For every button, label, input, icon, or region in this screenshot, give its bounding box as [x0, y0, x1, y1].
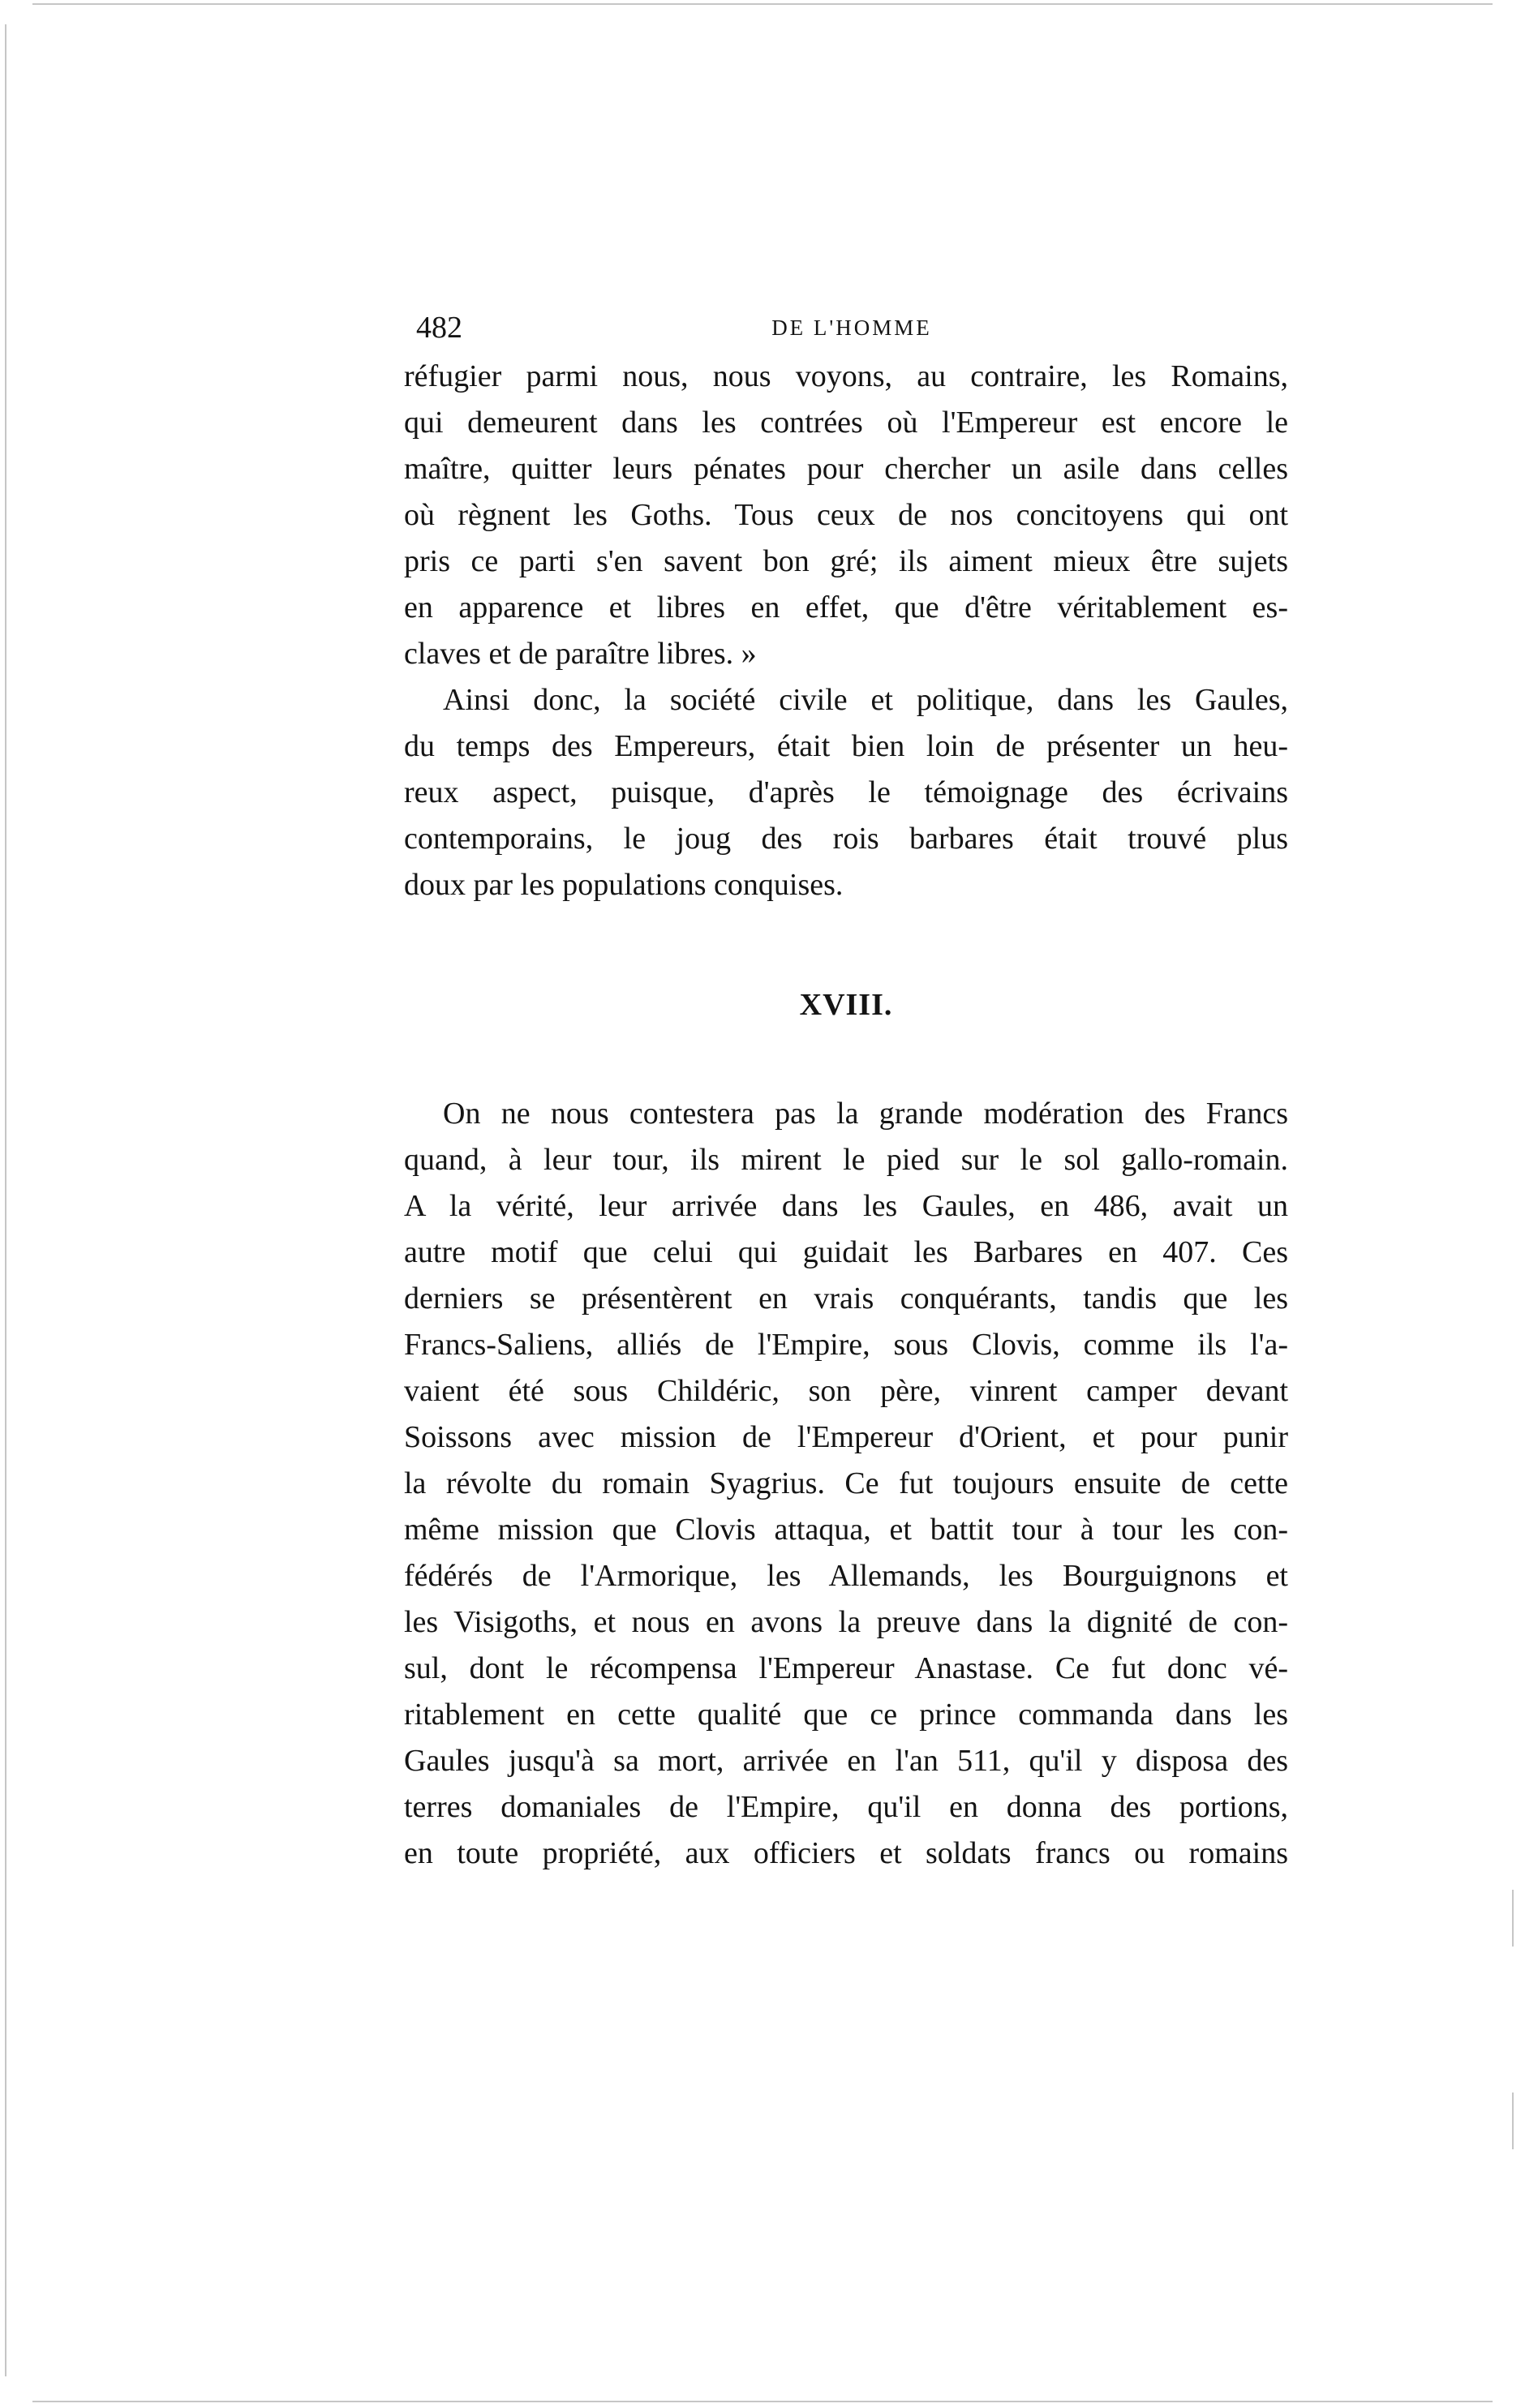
text-line: maître, quitter leurs pénates pour chercher un asile dans celles: [404, 452, 1288, 486]
text-line: On ne nous contestera pas la grande modération des Francs: [443, 1097, 1288, 1131]
text-line: où règnent les Goths. Tous ceux de nos concitoyens qui ont: [404, 498, 1288, 532]
scan-edge-bottom: [32, 2401, 1493, 2402]
text-line: contemporains, le joug des rois barbares était trouvé plus: [404, 822, 1288, 856]
text-line: autre motif que celui qui guidait les Barbares en 407. Ces: [404, 1235, 1288, 1269]
text-line: en apparence et libres en effet, que d'être véritablement es-: [404, 590, 1288, 625]
scan-edge-left: [5, 24, 6, 2376]
text-line: Ainsi donc, la société civile et politique, dans les Gaules,: [443, 683, 1288, 717]
text-line: pris ce parti s'en savent bon gré; ils aiment mieux être sujets: [404, 544, 1288, 578]
text-line: en toute propriété, aux officiers et soldats francs ou romains: [404, 1836, 1288, 1870]
page-number: 482: [416, 311, 462, 345]
text-line: les Visigoths, et nous en avons la preuve dans la dignité de con-: [404, 1605, 1288, 1639]
text-line: vaient été sous Childéric, son père, vinrent camper devant: [404, 1374, 1288, 1408]
text-line: ritablement en cette qualité que ce prince commanda dans les: [404, 1698, 1288, 1732]
scan-edge-top: [32, 3, 1493, 5]
text-line: fédérés de l'Armorique, les Allemands, les Bourguignons et: [404, 1559, 1288, 1593]
text-line: même mission que Clovis attaqua, et battit tour à tour les con-: [404, 1513, 1288, 1547]
scan-edge-right: [1512, 1890, 1514, 1947]
text-line: doux par les populations conquises.: [404, 868, 844, 902]
text-block-lower: [404, 1091, 1288, 1877]
section-heading: XVIII.: [799, 988, 893, 1022]
text-line: sul, dont le récompensa l'Empereur Anastase. Ce fut donc vé-: [404, 1651, 1288, 1685]
text-line: quand, à leur tour, ils mirent le pied sur le sol gallo-romain.: [404, 1143, 1288, 1177]
text-line: Gaules jusqu'à sa mort, arrivée en l'an 511, qu'il y disposa des: [404, 1744, 1288, 1778]
running-title: DE L'HOMME: [771, 315, 932, 340]
text-line: A la vérité, leur arrivée dans les Gaules, en 486, avait un: [404, 1189, 1288, 1223]
text-line: réfugier parmi nous, nous voyons, au contraire, les Romains,: [404, 359, 1288, 393]
text-line: qui demeurent dans les contrées où l'Empereur est encore le: [404, 406, 1288, 440]
text-line: du temps des Empereurs, était bien loin de présenter un heu-: [404, 729, 1288, 763]
text-block-upper: [404, 354, 1288, 908]
text-line: Francs-Saliens, alliés de l'Empire, sous Clovis, comme ils l'a-: [404, 1328, 1288, 1362]
text-line: la révolte du romain Syagrius. Ce fut toujours ensuite de cette: [404, 1466, 1288, 1500]
scan-edge-right: [1512, 2093, 1514, 2149]
text-line: claves et de paraître libres. »: [404, 637, 757, 671]
text-line: reux aspect, puisque, d'après le témoignage des écrivains: [404, 775, 1288, 809]
page-header: [416, 307, 1287, 349]
text-line: Soissons avec mission de l'Empereur d'Orient, et pour punir: [404, 1420, 1288, 1454]
text-line: terres domaniales de l'Empire, qu'il en donna des portions,: [404, 1790, 1288, 1824]
text-line: derniers se présentèrent en vrais conquérants, tandis que les: [404, 1281, 1288, 1316]
